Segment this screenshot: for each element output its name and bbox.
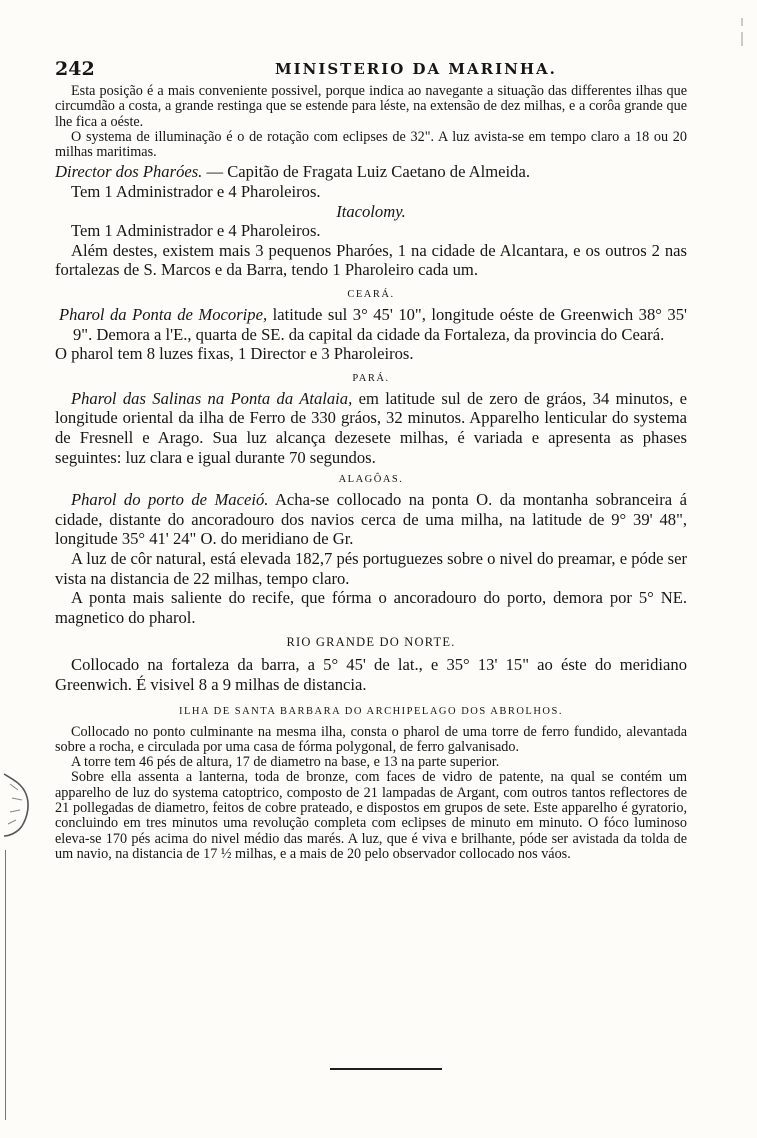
paragraph-staff-1: Tem 1 Administrador e 4 Pharoleiros. (71, 182, 321, 202)
section-heading-rio-grande-do-norte: RIO GRANDE DO NORTE. (286, 635, 456, 650)
section-heading-alagoas: ALAGÔAS. (338, 474, 404, 486)
margin-stain-mark (0, 770, 38, 840)
paragraph-mocoripe (55, 305, 687, 344)
paragraph-maceio-light: A luz de côr natural, está elevada 182,7 pés portuguezes sobre o nivel do preamar, e póde ser vista na distancia de 22 milhas, tempo claro. (55, 548, 687, 588)
running-title: MINISTERIO DA MARINHA. (275, 60, 557, 78)
paragraph-position: Esta posição é a mais conveniente possivel, porque indica ao navegante a situação das differentes ilhas que circumdão a costa, a grande restinga que se estende para léste, na extensão de dez milhas, e a corôa grande que lhe fica a oéste. (55, 83, 687, 130)
paragraph-tower-dimensions: A torre tem 46 pés de altura, 17 de diametro na base, e 13 na parte superior. (71, 754, 500, 771)
maceio-title: Pharol do porto de Maceió. (71, 490, 269, 510)
maceio-text: Acha-se collocado na ponta O. da montanha sobranceira á cidade, distante do ancoradouro dos navios cerca de uma milha, na latitude de 9° 39' 48", longitude 35° 41' 24" O. do meridiano de Gr. (55, 490, 687, 549)
salinas-title: Pharol das Salinas na Ponta da Atalaia, (71, 388, 353, 408)
director-label: Director dos Pharóes. (55, 162, 203, 182)
paragraph-salinas (55, 389, 687, 467)
salinas-text: em latitude sul de zero de gráos, 34 minutos, e longitude oriental da ilha de Ferro de 330 gráos, 32 minutos. Apparelho lenticular do systema de Fresnell e Arago. Sua luz alcança dezesete milhas, é variada e apresenta as phases seguintes: luz clara e igual durante 70 segundos. (55, 388, 687, 467)
section-heading-para: PARÁ. (352, 372, 390, 384)
margin-tick-mark (738, 16, 750, 56)
section-heading-ceara: CEARÁ. (347, 289, 395, 301)
paragraph-rio-grande: Collocado na fortaleza da barra, a 5° 45' de lat., e 35° 13' 15" ao éste do meridiano Greenwich. É visivel 8 a 9 milhas de distancia. (55, 655, 687, 694)
paragraph-illumination-system: O systema de illuminação é o de rotação com eclipses de 32". A luz avista-se em tempo claro a 18 ou 20 milhas maritimas. (55, 128, 687, 161)
paragraph-director (55, 162, 687, 182)
paragraph-mocoripe-lights: O pharol tem 8 luzes fixas, 1 Director e 3 Pharoleiros. (55, 344, 414, 364)
mocoripe-text: latitude sul 3° 45' 10", longitude oéste de Greenwich 38° 35' 9". Demora a l'E., quarta de SE. da capital da cidade da Fortaleza, da provincia do Ceará. (73, 305, 687, 344)
subheading-itacolomy: Itacolomy. (336, 201, 406, 221)
director-text: — Capitão de Fragata Luiz Caetano de Almeida. (202, 162, 530, 182)
paragraph-lantern: Sobre ella assenta a lanterna, toda de bronze, com faces de vidro de patente, na qual se contém um apparelho de luz do systema catoptrico, composto de 21 lampadas de Argant, com outros tantos reflectores de 21 pollegadas de diametro, feitos de cobre prateado, e dispostos em grupos de sete. Este apparelho é gyratorio, concluindo em tres minutos uma revolução completa com eclipses de minuto em minuto. O fóco luminoso eleva-se 170 pés acima do nivel médio das marés. A luz, que é viva e brilhante, póde ser avistada da tolda de um navio, na distancia de 17 ½ milhas, e a mais de 20 pelo observador collocado nos váos. (55, 769, 687, 862)
page-number: 242 (55, 58, 95, 80)
page-body (55, 84, 687, 862)
closing-rule (330, 1068, 442, 1070)
margin-edge-line (5, 850, 6, 1120)
paragraph-santa-barbara-tower: Collocado no ponto culminante na mesma ilha, consta o pharol de uma torre de ferro fundido, alevantada sobre a rocha, e circulada por uma casa de fórma polygonal, de ferro galvanisado. (55, 723, 687, 755)
mocoripe-title: Pharol da Ponta de Mocoripe, (59, 305, 268, 325)
paragraph-maceio-reef: A ponta mais saliente do recife, que fórma o ancoradouro do porto, demora por 5° NE. magnetico do pharol. (55, 588, 687, 627)
section-heading-santa-barbara: ILHA DE SANTA BARBARA DO ARCHIPELAGO DOS ABROLHOS. (179, 705, 563, 717)
page-header (55, 58, 687, 82)
paragraph-maceio (55, 490, 687, 549)
paragraph-staff-2: Tem 1 Administrador e 4 Pharoleiros. (71, 221, 321, 241)
paragraph-other-lighthouses: Além destes, existem mais 3 pequenos Pharóes, 1 na cidade de Alcantara, e os outros 2 nas fortalezas de S. Marcos e da Barra, tendo 1 Pharoleiro cada um. (55, 240, 687, 280)
